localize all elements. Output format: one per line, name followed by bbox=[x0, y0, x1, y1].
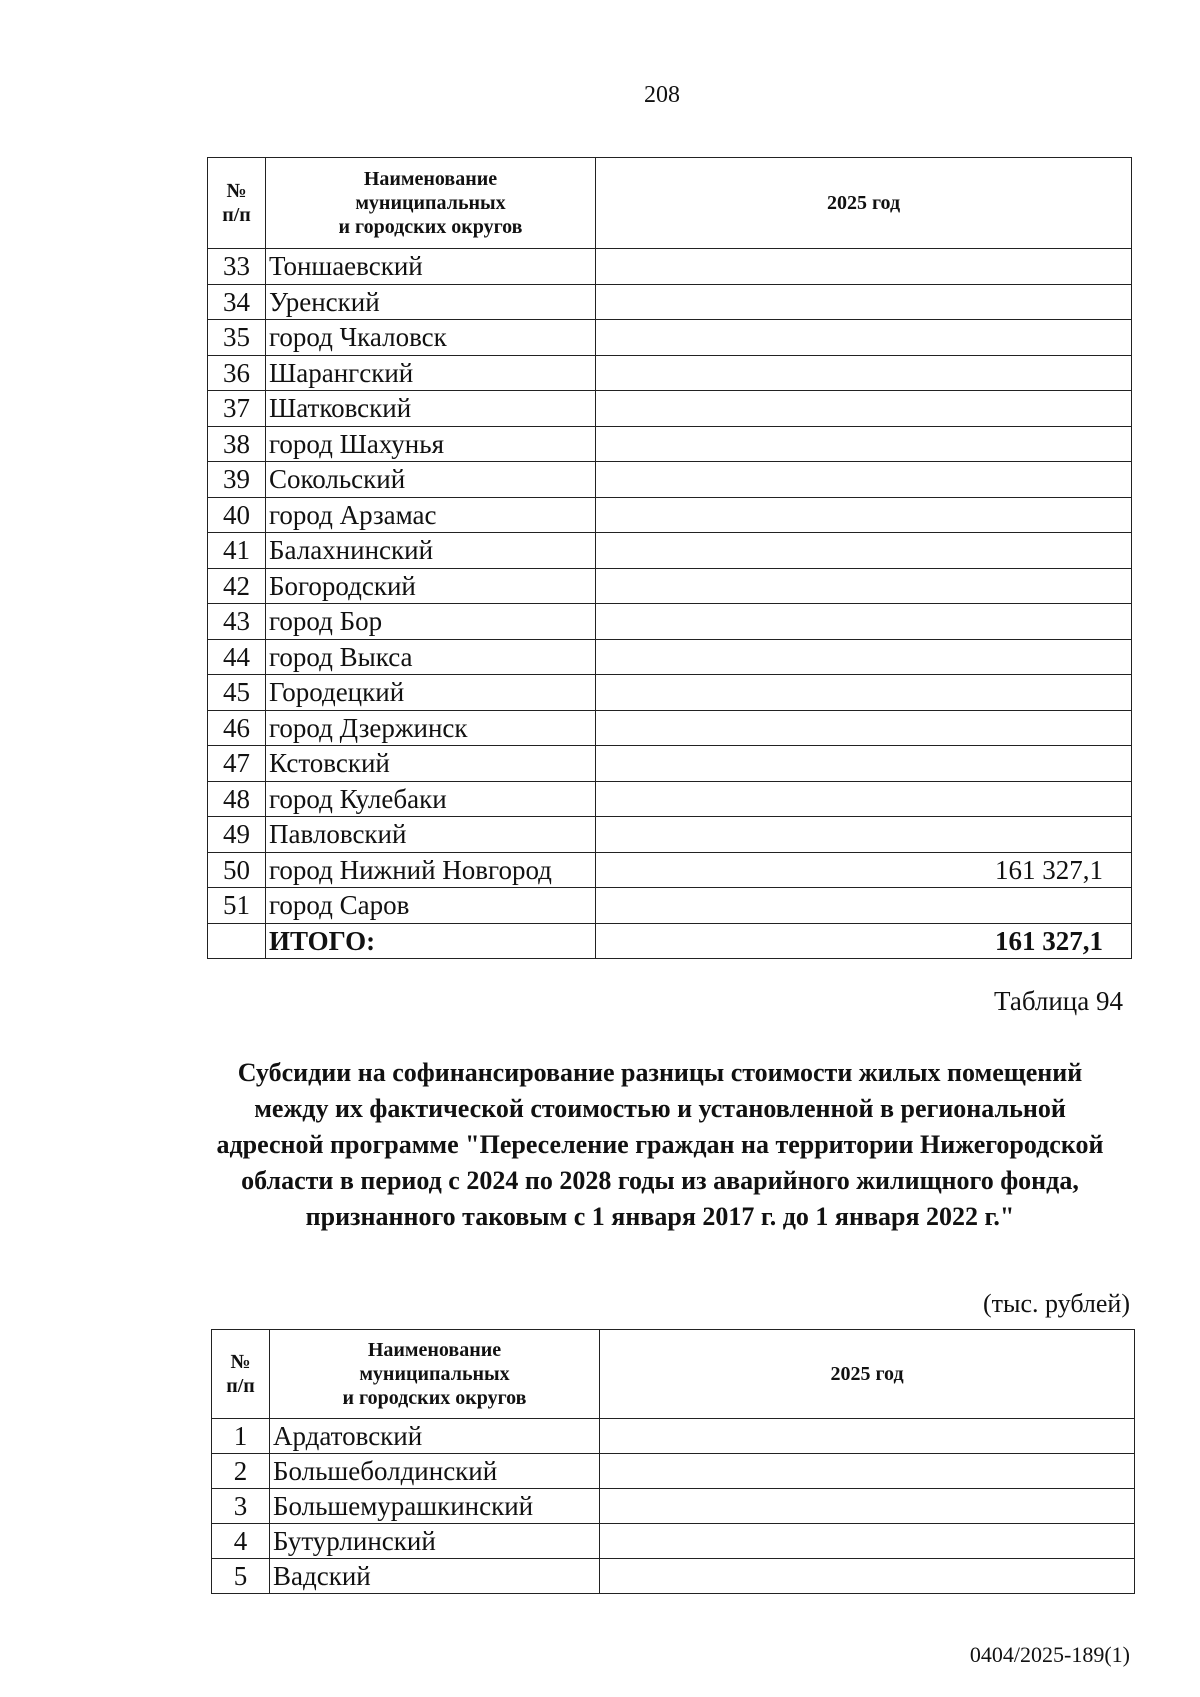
row-number: 36 bbox=[208, 355, 266, 391]
row-number: 4 bbox=[212, 1524, 270, 1559]
table-label: Таблица 94 bbox=[994, 986, 1123, 1016]
table-row bbox=[208, 639, 1132, 675]
total-value: 161 327,1 bbox=[596, 923, 1132, 959]
header-name: Наименование муниципальных и городских округов bbox=[270, 1330, 600, 1419]
row-value: 161 327,1 bbox=[596, 852, 1132, 888]
row-name: город Арзамас bbox=[266, 497, 596, 533]
row-name: город Нижний Новгород bbox=[266, 852, 596, 888]
row-value bbox=[600, 1524, 1135, 1559]
table-row bbox=[208, 284, 1132, 320]
row-name: город Кулебаки bbox=[266, 781, 596, 817]
table-row bbox=[208, 320, 1132, 356]
page-number: 208 bbox=[644, 82, 680, 108]
row-name: Городецкий bbox=[266, 675, 596, 711]
row-value bbox=[596, 249, 1132, 285]
subsidy-table-94 bbox=[211, 1329, 1135, 1594]
table-row bbox=[208, 710, 1132, 746]
row-name: Ардатовский bbox=[270, 1419, 600, 1454]
table-row bbox=[208, 462, 1132, 498]
row-value bbox=[600, 1419, 1135, 1454]
row-name: город Бор bbox=[266, 604, 596, 640]
table-row bbox=[208, 675, 1132, 711]
document-code: 0404/2025-189(1) bbox=[969, 1642, 1130, 1667]
table-row bbox=[208, 568, 1132, 604]
row-value bbox=[596, 533, 1132, 569]
header-name: Наименование муниципальных и городских округов bbox=[266, 158, 596, 249]
row-value bbox=[596, 675, 1132, 711]
header-year: 2025 год bbox=[596, 158, 1132, 249]
header-year: 2025 год bbox=[600, 1330, 1135, 1419]
row-number: 35 bbox=[208, 320, 266, 356]
row-value bbox=[596, 426, 1132, 462]
row-number: 2 bbox=[212, 1454, 270, 1489]
row-number: 49 bbox=[208, 817, 266, 853]
row-value bbox=[596, 391, 1132, 427]
row-number: 39 bbox=[208, 462, 266, 498]
row-number: 47 bbox=[208, 746, 266, 782]
row-number: 1 bbox=[212, 1419, 270, 1454]
row-value bbox=[596, 462, 1132, 498]
table-title: Субсидии на софинансирование разницы стоимости жилых помещений между их фактической стоимостью и установленной в региональной адресной программе "Переселение граждан на территории Нижегородской области в период с 2024 по 2028 годы из аварийного жилищного фонда, признанного таковым с 1 января 2017 г. до 1 января 2022 г." bbox=[216, 1058, 1104, 1231]
row-name: город Выкса bbox=[266, 639, 596, 675]
row-value bbox=[596, 604, 1132, 640]
row-name: Бутурлинский bbox=[270, 1524, 600, 1559]
row-name: Вадский bbox=[270, 1559, 600, 1594]
row-value bbox=[596, 284, 1132, 320]
table-row bbox=[212, 1559, 1135, 1594]
row-value bbox=[596, 781, 1132, 817]
row-number: 45 bbox=[208, 675, 266, 711]
table-row bbox=[212, 1419, 1135, 1454]
row-name: город Саров bbox=[266, 888, 596, 924]
row-name: Шатковский bbox=[266, 391, 596, 427]
row-name: Кстовский bbox=[266, 746, 596, 782]
row-name: Большеболдинский bbox=[270, 1454, 600, 1489]
table-row bbox=[212, 1489, 1135, 1524]
table-row bbox=[212, 1524, 1135, 1559]
table-row bbox=[208, 391, 1132, 427]
header-num: № п/п bbox=[212, 1330, 270, 1419]
row-value bbox=[596, 817, 1132, 853]
row-value bbox=[596, 639, 1132, 675]
row-name: город Чкаловск bbox=[266, 320, 596, 356]
row-number: 51 bbox=[208, 888, 266, 924]
total-empty-cell bbox=[208, 923, 266, 959]
table-row bbox=[208, 817, 1132, 853]
header-num: № п/п bbox=[208, 158, 266, 249]
row-value bbox=[596, 568, 1132, 604]
row-value bbox=[596, 497, 1132, 533]
row-name: Богородский bbox=[266, 568, 596, 604]
row-name: Большемурашкинский bbox=[270, 1489, 600, 1524]
row-number: 42 bbox=[208, 568, 266, 604]
row-number: 48 bbox=[208, 781, 266, 817]
table-row bbox=[208, 888, 1132, 924]
row-name: город Шахунья bbox=[266, 426, 596, 462]
row-number: 50 bbox=[208, 852, 266, 888]
row-value bbox=[596, 746, 1132, 782]
table-row bbox=[208, 781, 1132, 817]
row-name: город Дзержинск bbox=[266, 710, 596, 746]
row-value bbox=[600, 1559, 1135, 1594]
table-row bbox=[208, 746, 1132, 782]
row-number: 40 bbox=[208, 497, 266, 533]
table-row bbox=[208, 426, 1132, 462]
row-number: 37 bbox=[208, 391, 266, 427]
row-value bbox=[596, 355, 1132, 391]
table-row bbox=[208, 249, 1132, 285]
table-row bbox=[208, 497, 1132, 533]
table-row bbox=[208, 604, 1132, 640]
row-value bbox=[596, 710, 1132, 746]
table-row bbox=[212, 1454, 1135, 1489]
table-row bbox=[208, 852, 1132, 888]
row-number: 46 bbox=[208, 710, 266, 746]
row-value bbox=[600, 1489, 1135, 1524]
row-number: 43 bbox=[208, 604, 266, 640]
table-row bbox=[208, 355, 1132, 391]
table-row bbox=[208, 533, 1132, 569]
row-name: Уренский bbox=[266, 284, 596, 320]
row-number: 44 bbox=[208, 639, 266, 675]
row-number: 34 bbox=[208, 284, 266, 320]
total-label: ИТОГО: bbox=[266, 923, 596, 959]
row-number: 38 bbox=[208, 426, 266, 462]
row-name: Павловский bbox=[266, 817, 596, 853]
row-value bbox=[596, 888, 1132, 924]
total-row bbox=[208, 923, 1132, 959]
row-number: 41 bbox=[208, 533, 266, 569]
row-number: 5 bbox=[212, 1559, 270, 1594]
row-name: Сокольский bbox=[266, 462, 596, 498]
row-value bbox=[596, 320, 1132, 356]
subsidy-table-93 bbox=[207, 157, 1132, 959]
units-label: (тыс. рублей) bbox=[982, 1289, 1130, 1318]
row-name: Шарангский bbox=[266, 355, 596, 391]
row-name: Балахнинский bbox=[266, 533, 596, 569]
row-number: 3 bbox=[212, 1489, 270, 1524]
row-value bbox=[600, 1454, 1135, 1489]
row-number: 33 bbox=[208, 249, 266, 285]
row-name: Тоншаевский bbox=[266, 249, 596, 285]
